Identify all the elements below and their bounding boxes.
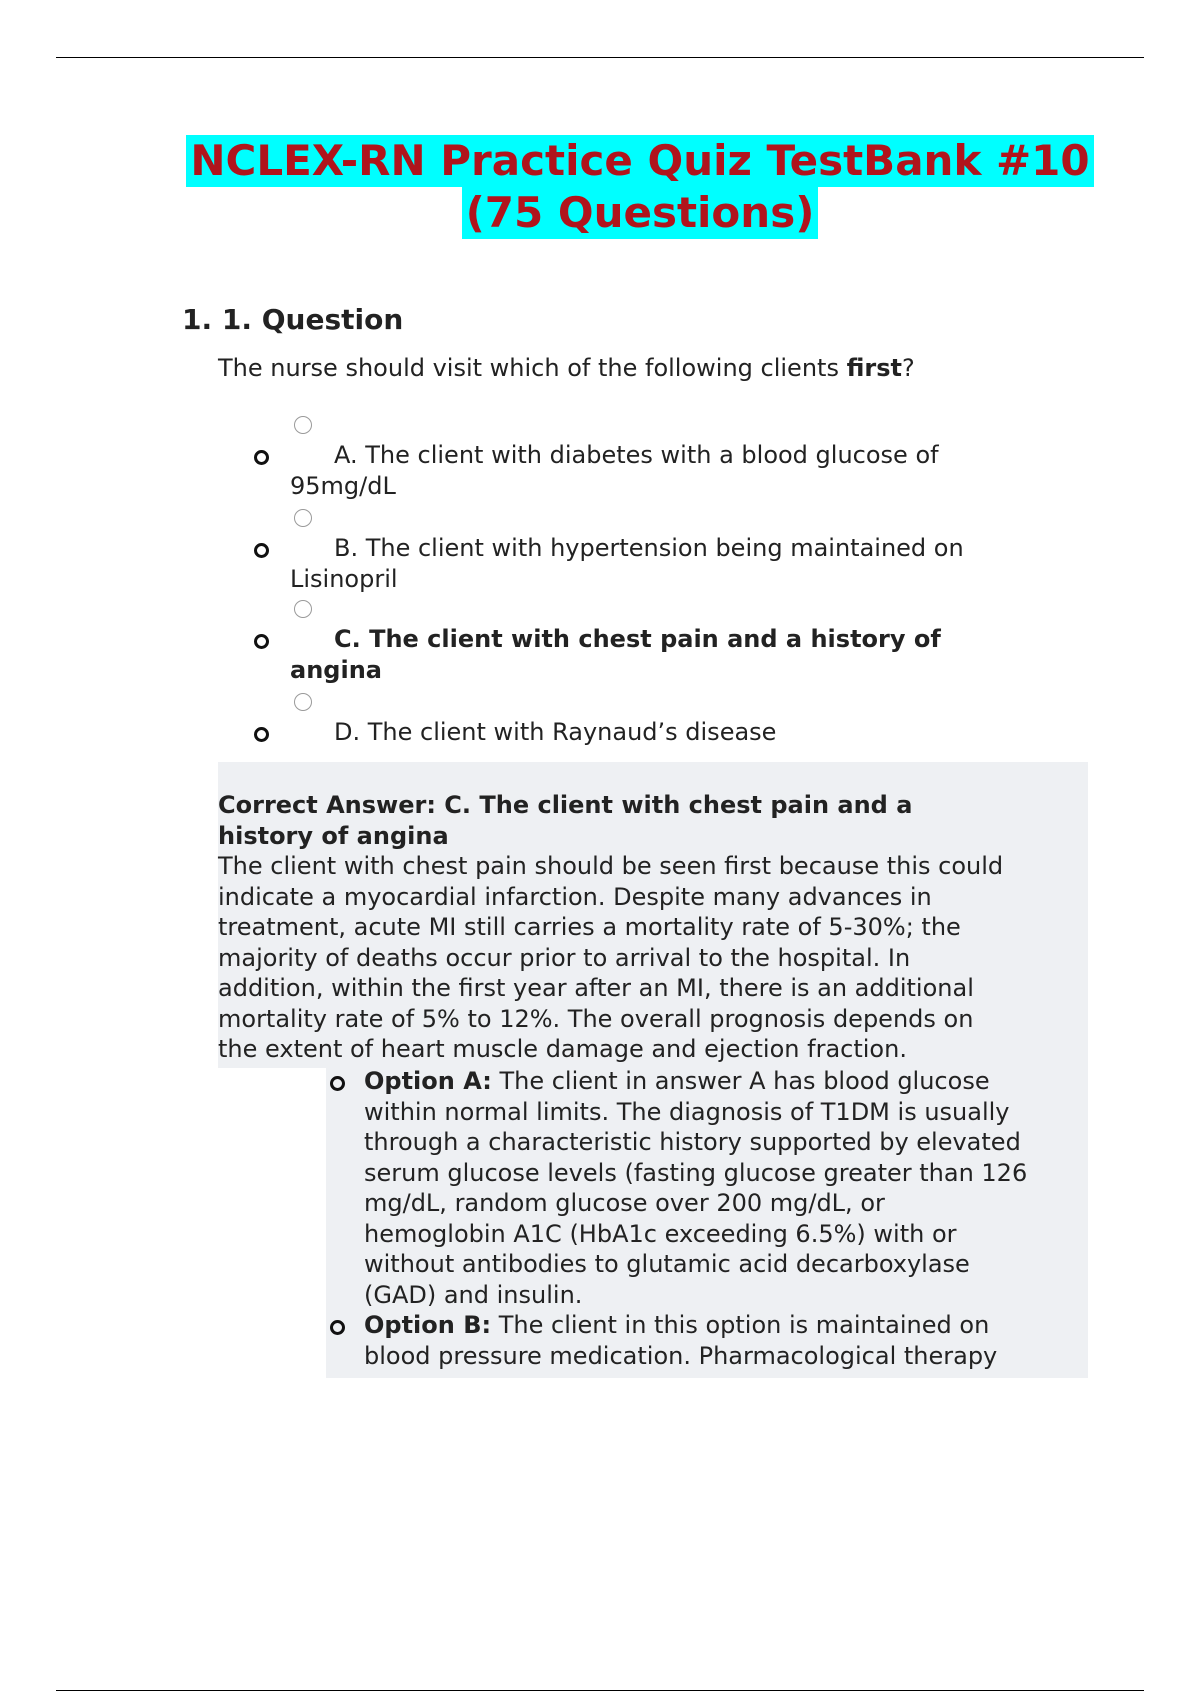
title-line-2: (75 Questions) [462,187,819,239]
bullet-icon [330,1076,345,1091]
rationale-line: blood pressure medication. Pharmacological therapy [364,1341,998,1370]
option-d-radio[interactable] [294,693,312,711]
answer-explanation [218,790,1088,1065]
rationale-line: through a characteristic history supported by elevated [364,1128,1021,1156]
option-b-line-1: B. The client with hypertension being maintained on [334,534,964,562]
rationale-line: hemoglobin A1C (HbA1c exceeding 6.5%) with or [364,1219,957,1248]
explanation-line: treatment, acute MI still carries a mortality rate of 5-30%; the [218,913,961,941]
option-b-radio[interactable] [294,509,312,527]
title-line-1: NCLEX-RN Practice Quiz TestBank #10 [186,135,1093,187]
explanation-line: The client with chest pain should be seen first because this could [218,852,1004,880]
option-c-line-1: C. The client with chest pain and a history of [334,625,941,653]
bullet-icon [254,450,269,465]
rationale-line: without antibodies to glutamic acid decarboxylase [364,1250,970,1278]
option-d-line-1: D. The client with Raynaud’s disease [334,718,777,746]
rationale-line: (GAD) and insulin. [364,1280,583,1309]
explanation-line: mortality rate of 5% to 12%. The overall prognosis depends on [218,1004,974,1033]
option-c-line-2: angina [290,656,382,684]
answer-title-line-2: history of angina [218,821,449,850]
option-a-label: Option A: [364,1067,492,1095]
explanation-line: indicate a myocardial infarction. Despite many advances in [218,882,932,911]
option-c-radio[interactable] [294,600,312,618]
rationale-line: mg/dL, random glucose over 200 mg/dL, or [364,1189,885,1217]
option-a-line-1: A. The client with diabetes with a blood glucose of [334,441,939,469]
footer-rule [56,1690,1144,1691]
question-text: The nurse should visit which of the following clients first? [218,354,915,382]
rationale-line: serum glucose levels (fasting glucose greater than 126 [364,1158,1028,1187]
answer-title-line-1: Correct Answer: C. The client with chest pain and a [218,791,913,819]
option-a-line-2: 95mg/dL [290,472,396,500]
option-b-label: Option B: [364,1311,492,1339]
bullet-icon [254,543,269,558]
bullet-icon [330,1320,345,1335]
option-a-radio[interactable] [294,416,312,434]
bullet-icon [254,727,269,742]
rationale-line: within normal limits. The diagnosis of T1DM is usually [364,1097,1010,1126]
explanation-line: majority of deaths occur prior to arrival to the hospital. In [218,943,911,972]
question-heading: 1. 1. Question [182,303,404,336]
bullet-icon [254,634,269,649]
explanation-line: the extent of heart muscle damage and ejection fraction. [218,1035,907,1063]
header-rule [56,57,1144,58]
option-b-line-2: Lisinopril [290,565,398,593]
page-title [0,135,1200,239]
explanation-line: addition, within the first year after an MI, there is an additional [218,974,974,1002]
